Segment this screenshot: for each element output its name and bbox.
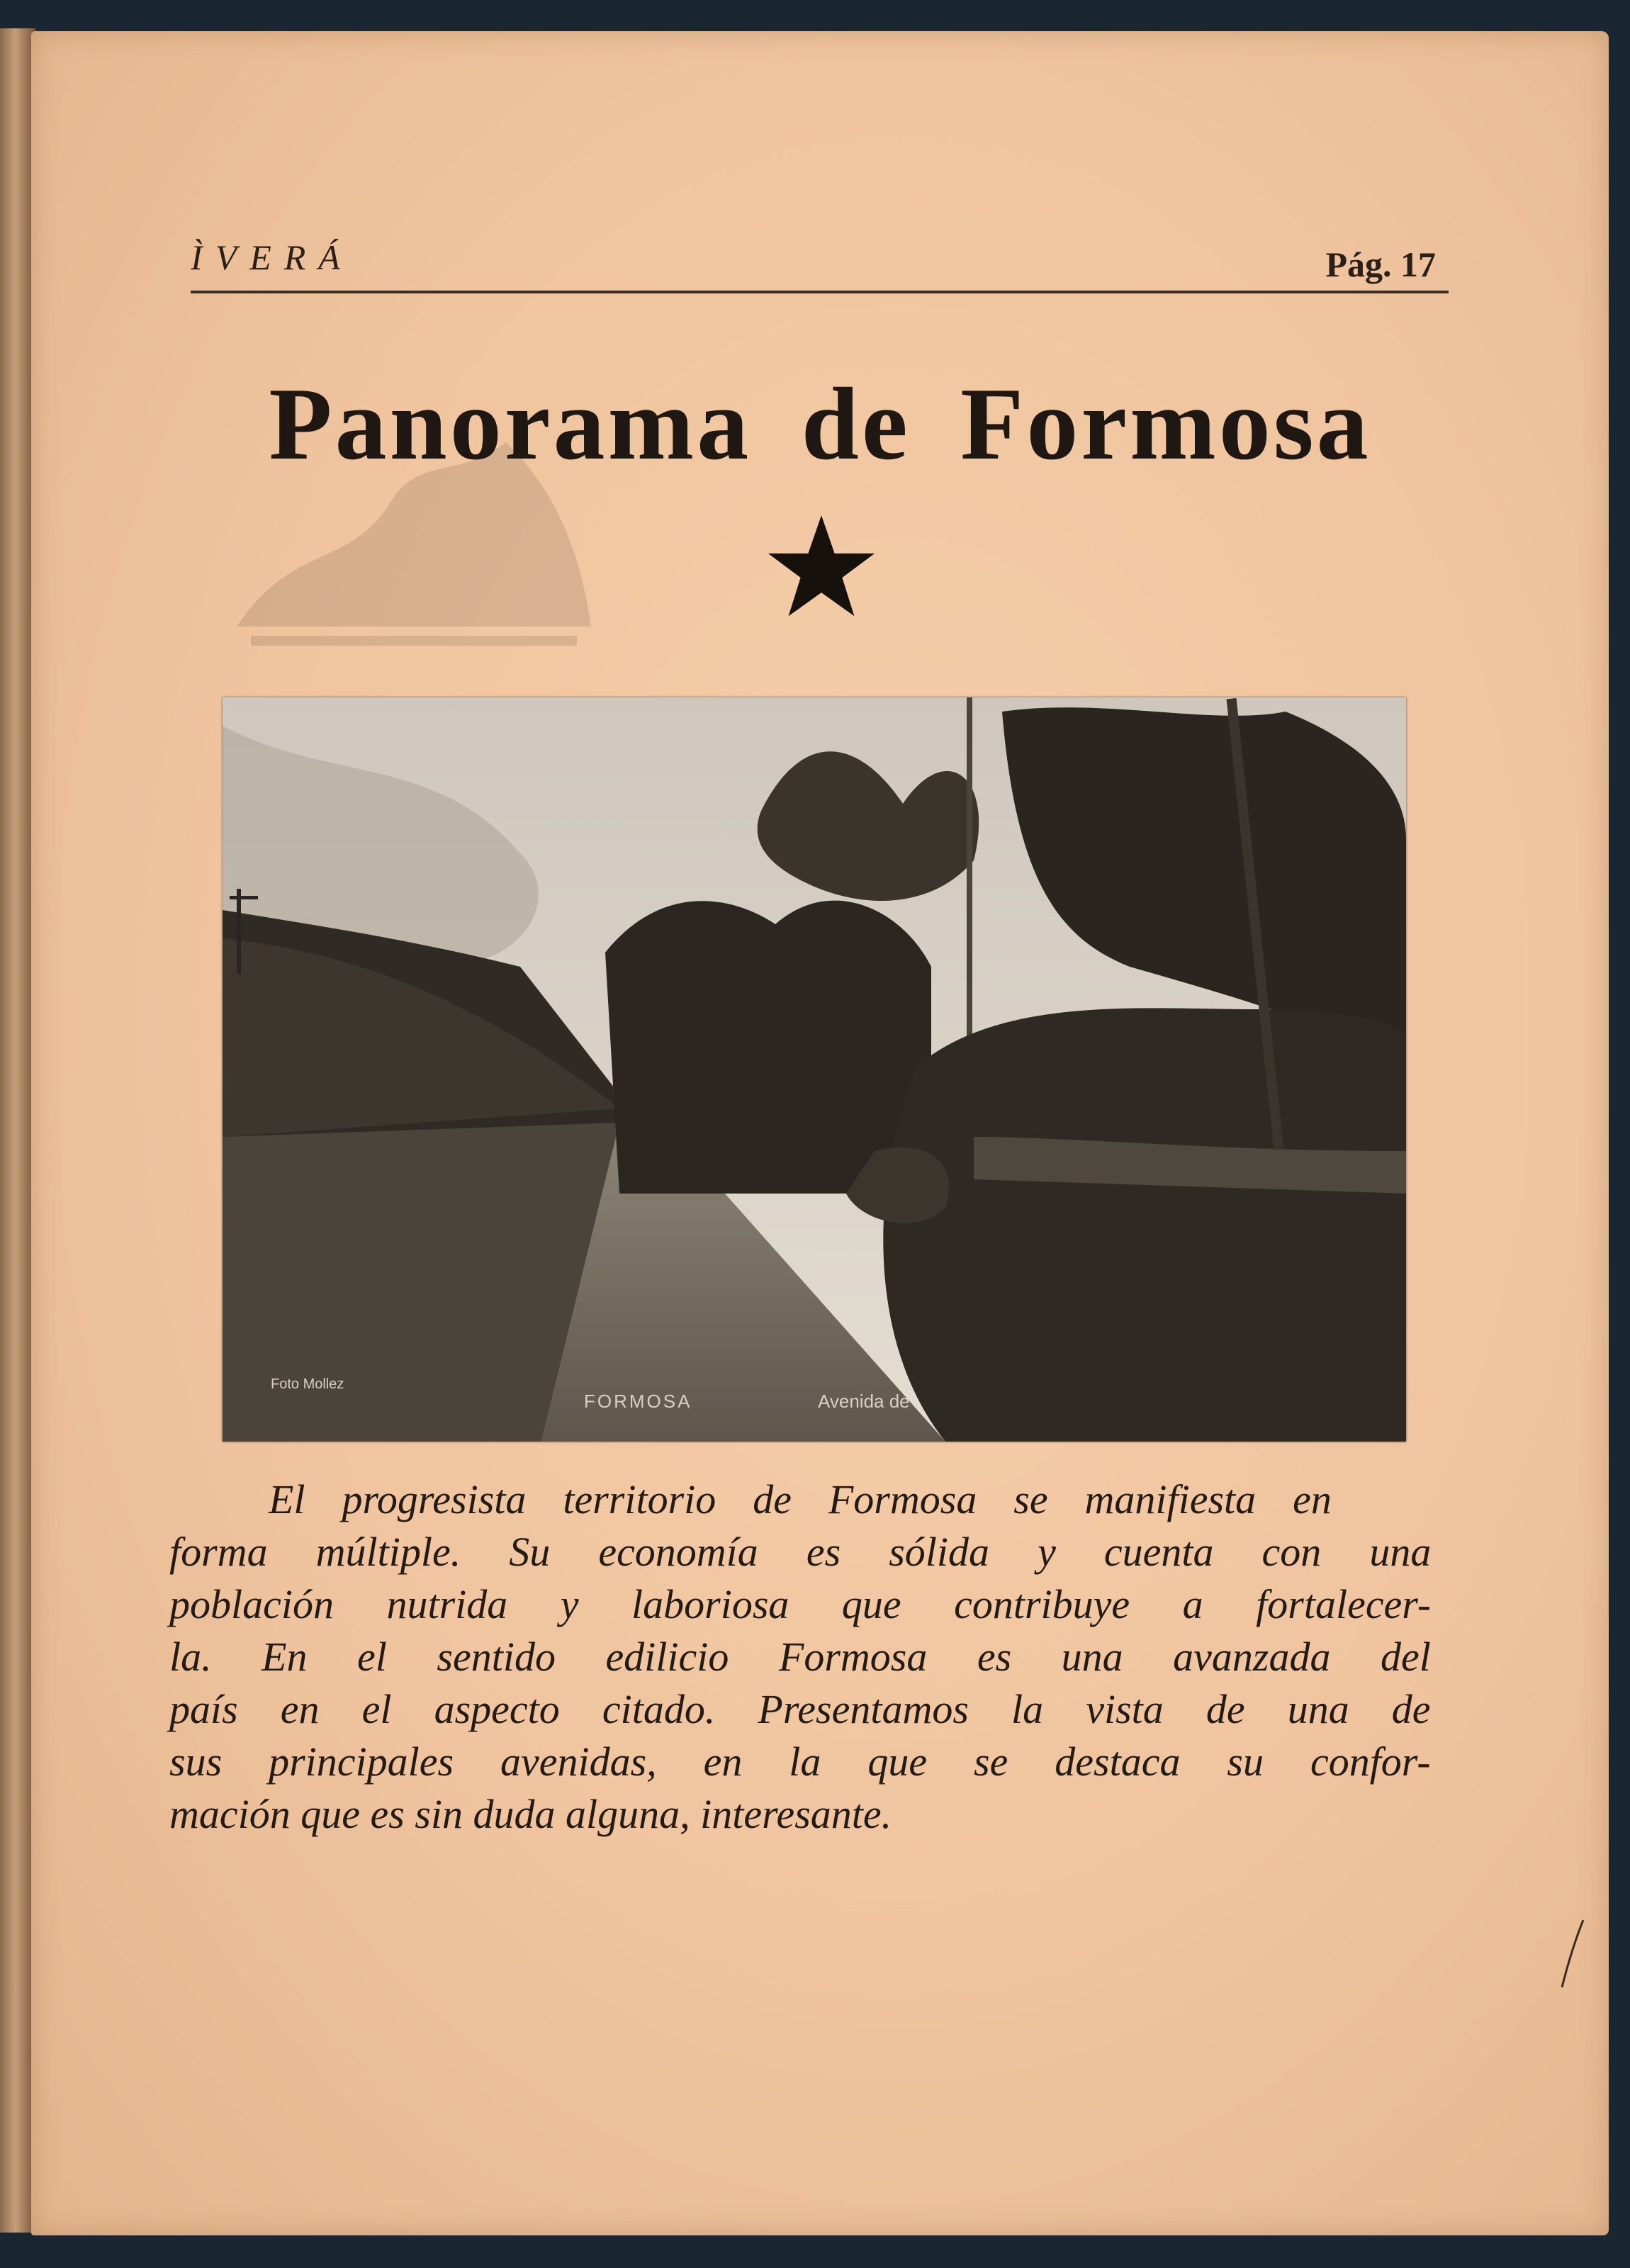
- caption-line: El progresista territorio de Formosa se manifiesta en: [269, 1476, 1332, 1522]
- caption-line: forma múltiple. Su economía es sólida y cuenta con una: [169, 1529, 1432, 1575]
- article-title: Panorama de Formosa: [269, 366, 1371, 481]
- caption-line: sus principales avenidas, en la que se destaca su confor-: [169, 1739, 1431, 1785]
- star-icon: [765, 513, 878, 619]
- magazine-page: [31, 31, 1609, 2235]
- header-rule: [191, 291, 1449, 293]
- caption-line: mación que es sin duda alguna, interesante.: [169, 1791, 892, 1837]
- photo-illustration: [223, 697, 1406, 1442]
- photo-street-label: Avenida de: [818, 1391, 910, 1412]
- photo-place-label: FORMOSA: [584, 1391, 692, 1412]
- photographer-credit: Foto Mollez: [271, 1376, 344, 1392]
- page-header: [159, 208, 1449, 293]
- magazine-name: ÌVERÁ: [191, 237, 353, 277]
- avenue-photograph: [223, 697, 1406, 1442]
- page-number: Pág. 17: [1325, 245, 1436, 284]
- article-caption: [169, 1473, 1431, 1841]
- caption-line: la. En el sentido edilicio Formosa es una avanzada del: [169, 1634, 1431, 1680]
- caption-line: población nutrida y laboriosa que contribuye a fortalecer-: [169, 1581, 1432, 1627]
- pencil-mark: [1555, 1916, 1590, 1994]
- caption-line: país en el aspecto citado. Presentamos la vista de una de: [169, 1686, 1431, 1732]
